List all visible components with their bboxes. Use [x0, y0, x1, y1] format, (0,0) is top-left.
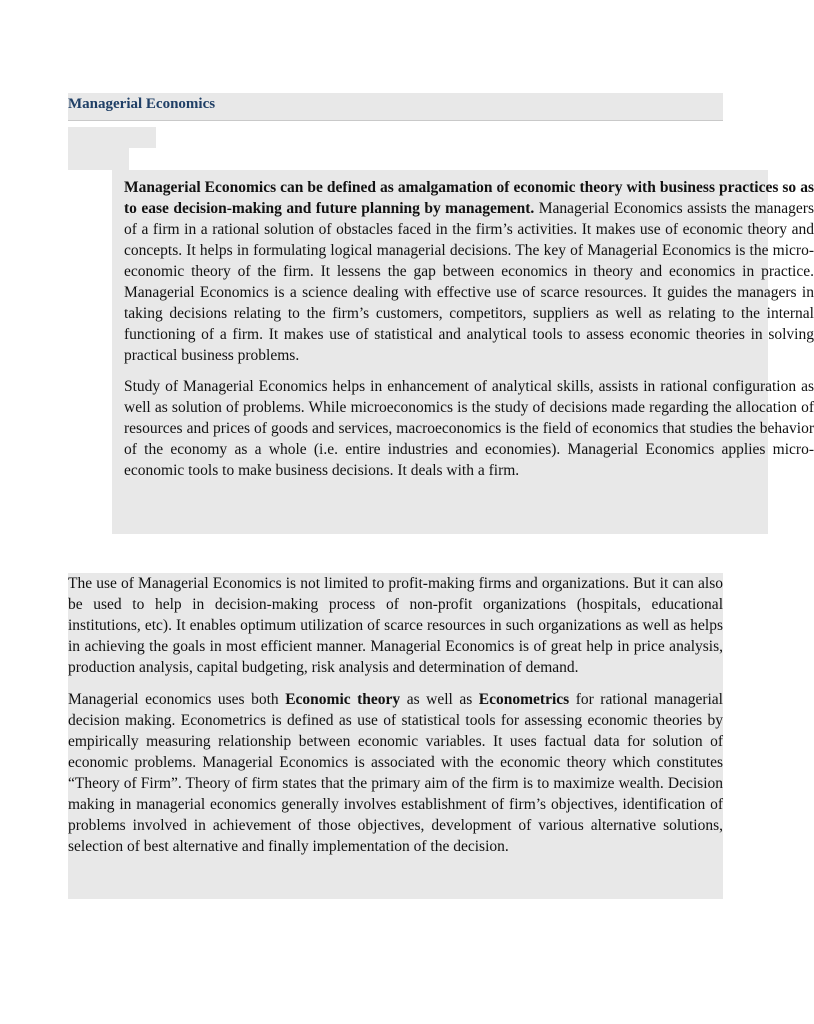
definition-box-content: [124, 177, 814, 481]
econometrics-text-1: Managerial economics uses both: [68, 691, 286, 708]
economic-theory-bold: Economic theory: [285, 691, 401, 708]
usage-box: [68, 573, 723, 899]
decorative-shade-block: [68, 127, 156, 148]
usage-box-content: [68, 573, 723, 857]
usage-paragraph: The use of Managerial Economics is not limited to profit-making firms and organizations. But it can also be used to help in decision-making process of non-profit organizations (hospitals, educational institutions, etc). It enables optimum utilization of scarce resources in such organizations as well as helps in achieving the goals in most efficient manner. Managerial Economics is of great help in price analysis, production analysis, capital budgeting, risk analysis and determination of demand.: [68, 575, 723, 676]
page-title: Managerial Economics: [68, 96, 216, 112]
title-bar: [68, 93, 723, 121]
econometrics-bold: Econometrics: [478, 691, 570, 708]
definition-bold-text: Managerial Economics can be defined as amalgamation of economic theory with business practices so as to ease decision-making and future planning by management.: [124, 179, 814, 217]
decorative-shade-block: [68, 148, 129, 170]
econometrics-text-3: for rational managerial decision making. Econometrics is defined as use of statistical tools for assessing economic theories by empirically measuring relationship between economic variables. It uses factual data for solution of economic problems. Managerial Economics is associated with the economic theory which constitutes “Theory of Firm”. Theory of firm states that the primary aim of the firm is to maximize wealth. Decision making in managerial economics generally involves establishment of firm’s objectives, identification of problems involved in achievement of those objectives, development of various alternative solutions, selection of best alternative and finally implementation of the decision.: [68, 691, 723, 855]
definition-body-text: Managerial Economics assists the managers of a firm in a rational solution of obstacles faced in the firm’s activities. It makes use of economic theory and concepts. It helps in formulating logical managerial decisions. The key of Managerial Economics is the micro-economic theory of the firm. It lessens the gap between economics in theory and economics in practice. Managerial Economics is a science dealing with effective use of scarce resources. It guides the managers in taking decisions relating to the firm’s customers, competitors, suppliers as well as relating to the internal functioning of a firm. It makes use of statistical and analytical tools to assess economic theories in solving practical business problems.: [124, 200, 814, 364]
definition-paragraph: [124, 177, 814, 366]
definition-box: [112, 170, 814, 534]
study-paragraph: Study of Managerial Economics helps in enhancement of analytical skills, assists in rational configuration as well as solution of problems. While microeconomics is the study of decisions made regarding the allocation of resources and prices of goods and services, macroeconomics is the field of economics that studies the behavior of the economy as a whole (i.e. entire industries and economies). Managerial Economics applies micro-economic tools to make business decisions. It deals with a firm.: [124, 378, 814, 479]
econometrics-paragraph: [68, 689, 723, 857]
econometrics-text-2: as well as: [400, 691, 479, 708]
